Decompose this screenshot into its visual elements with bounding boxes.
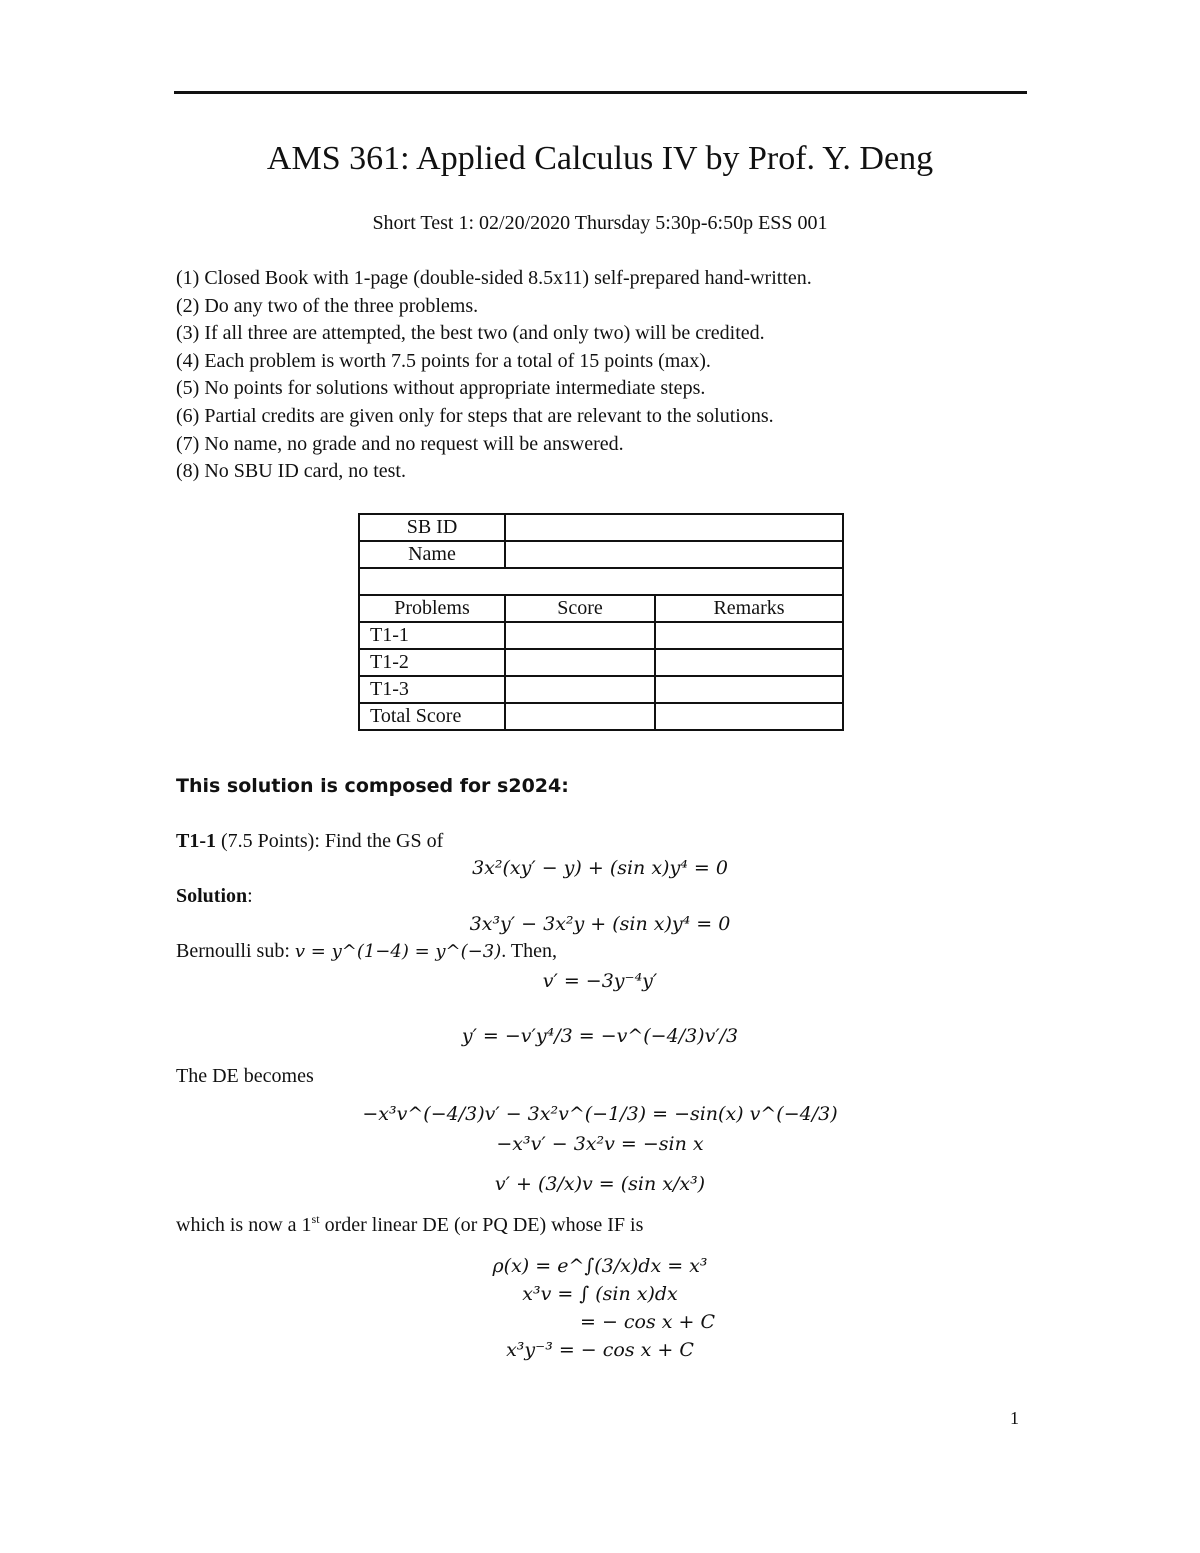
remarks-cell[interactable] [655,676,843,703]
score-cell[interactable] [505,703,655,730]
page-title: AMS 361: Applied Calculus IV by Prof. Y. Deng [266,140,934,177]
rules-list [176,265,812,486]
rule-item: (6) Partial credits are given only for steps that are relevant to the solutions. [176,404,774,427]
spacer-row [359,568,843,595]
score-cell[interactable] [505,649,655,676]
eq-vprime: v′ = −3y⁻⁴y′ [542,970,658,992]
rule-item: (5) No points for solutions without appropriate intermediate steps. [176,377,706,400]
eq-integrating-factor: ρ(x) = e^∫(3/x)dx = x³ [492,1255,708,1277]
eq-substituted: −x³v^(−4/3)v′ − 3x²v^(−1/3) = −sin(x) v^(−4/3) [362,1103,838,1125]
solution-eq1: 3x³y′ − 3x²y + (sin x)y⁴ = 0 [469,913,731,935]
solution-heading: Solution: [176,885,253,907]
eq-integral: x³v = ∫ (sin x)dx [522,1283,678,1305]
header-remarks: Remarks [655,595,843,622]
header-problems: Problems [359,595,505,622]
problem-points: (7.5 Points): Find the GS of [221,830,444,852]
rule-item: (4) Each problem is worth 7.5 points for a total of 15 points (max). [176,349,711,372]
grade-table [358,513,844,731]
sbid-label: SB ID [359,514,505,541]
rule-item: (2) Do any two of the three problems. [176,294,479,317]
de-becomes: The DE becomes [176,1065,314,1087]
remarks-cell[interactable] [655,703,843,730]
bernoulli-line: Bernoulli sub: v = y^(1−4) = y^(−3). Then, [176,940,557,962]
rule-item: (1) Closed Book with 1-page (double-sided 8.5x11) self-prepared hand-written. [176,267,812,289]
solution-note: This solution is composed for s2024: [176,775,569,797]
row-label: T1-3 [359,676,505,703]
row-label: T1-1 [359,622,505,649]
score-cell[interactable] [505,676,655,703]
page-number: 1 [1010,1408,1019,1428]
linear-de-line: which is now a 1st order linear DE (or PQ DE) whose IF is [176,1212,644,1236]
header-rule [174,91,1027,94]
eq-yprime: y′ = −v′y⁴/3 = −v^(−4/3)v′/3 [461,1025,739,1047]
problem-label: T1-1 [176,830,216,852]
remarks-cell[interactable] [655,622,843,649]
score-cell[interactable] [505,622,655,649]
name-field[interactable] [505,541,843,568]
row-label: Total Score [359,703,505,730]
test-subtitle: Short Test 1: 02/20/2020 Thursday 5:30p-6:50p ESS 001 [372,212,828,234]
sbid-field[interactable] [505,514,843,541]
header-score: Score [505,595,655,622]
row-label: T1-2 [359,649,505,676]
eq-simplified: −x³v′ − 3x²v = −sin x [496,1133,704,1155]
eq-final: x³y⁻³ = − cos x + C [506,1339,694,1361]
problem-statement [176,830,443,853]
rule-item: (7) No name, no grade and no request will be answered. [176,432,624,455]
remarks-cell[interactable] [655,649,843,676]
rule-item: (3) If all three are attempted, the best two (and only two) will be credited. [176,322,765,345]
eq-standard-form: v′ + (3/x)v = (sin x/x³) [494,1173,706,1195]
name-label: Name [359,541,505,568]
rule-item: (8) No SBU ID card, no test. [176,460,406,483]
problem-equation: 3x²(xy′ − y) + (sin x)y⁴ = 0 [472,857,728,879]
eq-integral-result: = − cos x + C [580,1311,716,1333]
